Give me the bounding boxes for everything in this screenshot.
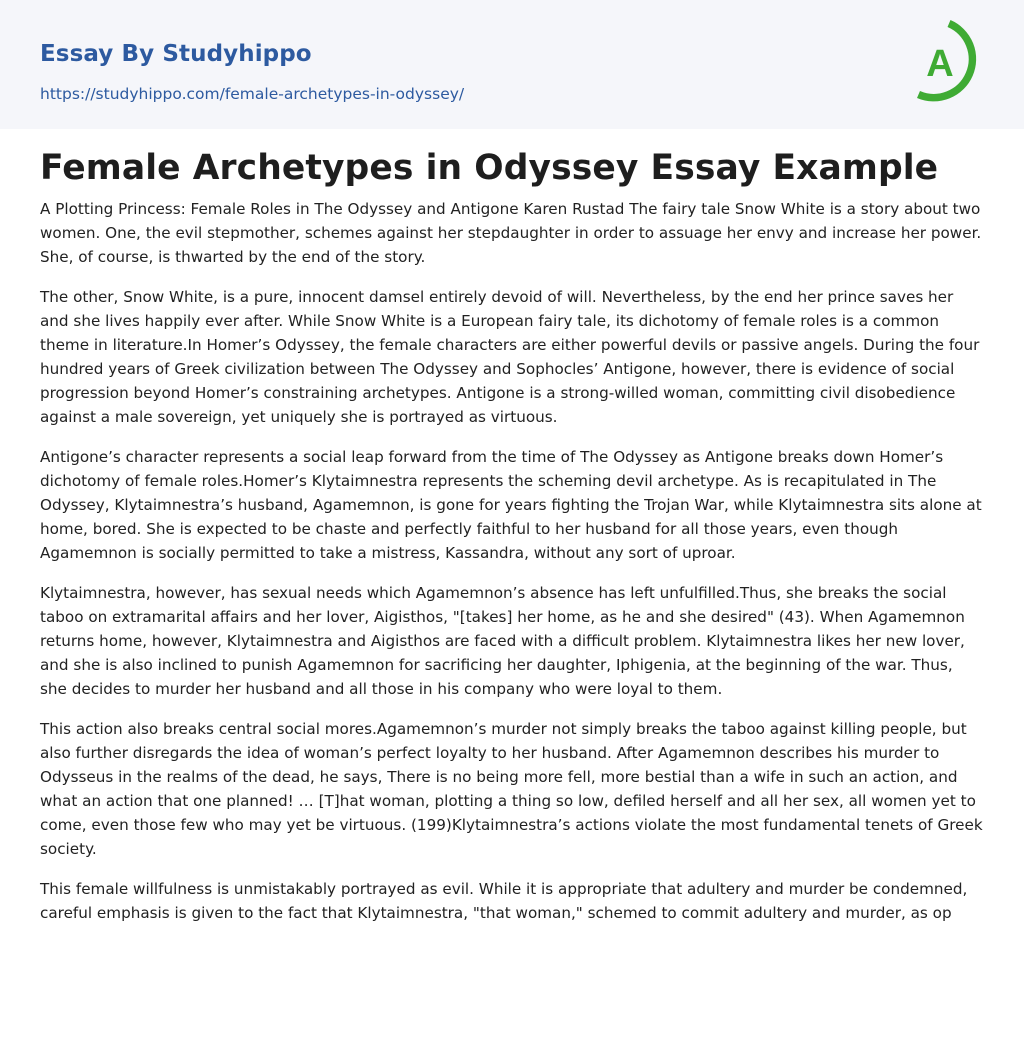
- studyhippo-logo-icon[interactable]: [913, 19, 985, 105]
- paragraph: A Plotting Princess: Female Roles in The Odyssey and Antigone Karen Rustad The fairy tale Snow White is a story about two women. One, the evil stepmother, schemes against her stepdaughter in order to assuage her envy and increase her power. She, of course, is thwarted by the end of the story.: [40, 200, 982, 266]
- paragraph: This female willfulness is unmistakably portrayed as evil. While it is appropriate that adultery and murder be condemned, careful emphasis is given to the fact that Klytaimnestra, "that woman," schemed to commit adultery and murder, as op: [40, 880, 968, 922]
- logo-letter: A: [926, 43, 954, 85]
- article-url-link[interactable]: https://studyhippo.com/female-archetypes-in-odyssey/: [40, 85, 465, 103]
- paragraph: The other, Snow White, is a pure, innocent damsel entirely devoid of will. Nevertheless, by the end her prince saves her and she lives happily ever after. While Snow White is a European fairy tale, its dichotomy of female roles is a common theme in literature.In Homer’s Odyssey, the female characters are either powerful devils or passive angels. During the four hundred years of Greek civilization between The Odyssey and Sophocles’ Antigone, however, there is evidence of social progression beyond Homer’s constraining archetypes. Antigone is a strong-willed woman, committing civil disobedience against a male sovereign, yet uniquely she is portrayed as virtuous.: [40, 288, 980, 426]
- paragraph: This action also breaks central social mores.Agamemnon’s murder not simply breaks the taboo against killing people, but also further disregards the idea of woman’s perfect loyalty to her husband. After Agamemnon describes his murder to Odysseus in the realms of the dead, he says, There is no being more fell, more bestial than a wife in such an action, and what an action that one planned! … [T]hat woman, plotting a thing so low, defiled herself and all her sex, all women yet to come, even those few who may yet be virtuous. (199)Klytaimnestra’s actions violate the most fundamental tenets of Greek society.: [40, 720, 983, 858]
- site-header: [0, 0, 1024, 129]
- site-brand[interactable]: Essay By Studyhippo: [40, 41, 312, 67]
- article-content: [0, 129, 1024, 925]
- paragraph: Klytaimnestra, however, has sexual needs which Agamemnon’s absence has left unfulfilled.Thus, she breaks the social taboo on extramarital affairs and her lover, Aigisthos, "[takes] her home, as he and she desired" (43). When Agamemnon returns home, however, Klytaimnestra and Aigisthos are faced with a difficult problem. Klytaimnestra likes her new lover, and she is also inclined to punish Agamemnon for sacrificing her daughter, Iphigenia, at the beginning of the war. Thus, she decides to murder her husband and all those in his company who were loyal to them.: [40, 584, 965, 698]
- paragraph: Antigone’s character represents a social leap forward from the time of The Odyssey as Antigone breaks down Homer’s dichotomy of female roles.Homer’s Klytaimnestra represents the scheming devil archetype. As is recapitulated in The Odyssey, Klytaimnestra’s husband, Agamemnon, is gone for years fighting the Trojan War, while Klytaimnestra sits alone at home, bored. She is expected to be chaste and perfectly faithful to her husband for all those years, even though Agamemnon is socially permitted to take a mistress, Kassandra, without any sort of uproar.: [40, 448, 982, 562]
- page-title: Female Archetypes in Odyssey Essay Example: [40, 148, 939, 188]
